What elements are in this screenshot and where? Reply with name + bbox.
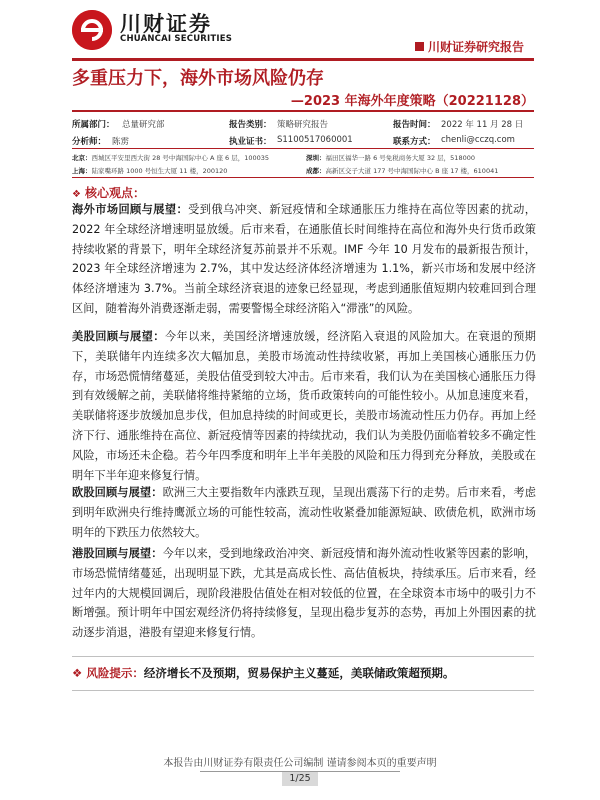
page-number: 1/25 [282, 772, 318, 786]
dept-value: 总量研究部 [122, 120, 165, 130]
report-subtitle: —2023 年海外年度策略（20221128） [290, 94, 534, 109]
cert-value: S1100517060001 [277, 135, 353, 145]
address-chengdu: 成都：高新区交子大道 177 号中海国际中心 B 座 17 楼，610041 [306, 167, 499, 175]
contact-label: 联系方式： [393, 137, 436, 147]
dept-label: 所属部门： [72, 120, 115, 130]
company-name-cn: 川财证券 [120, 12, 212, 36]
company-name-en: CHUANCAI SECURITIES [120, 34, 233, 44]
risk-divider-top [72, 656, 534, 657]
report-series-label: 川财证券研究报告 [415, 38, 524, 55]
section-heading: ❖ 核心观点： [72, 186, 145, 200]
address-divider [72, 177, 534, 178]
address-shenzhen: 深圳：福田区福华一路 6 号免税商务大厦 32 层，518000 [306, 154, 475, 162]
paragraph-eu-stocks: 欧股回顾与展望：欧洲三大主要指数年内涨跌互现，呈现出震荡下行的走势。后市来看，考虑到明年欧洲央行维持鹰派立场的可能性较高，流动性收紧叠加能源短缺、欧债危机，欧洲市场明年的下跌压力依然较大。 [72, 486, 536, 539]
date-label: 报告时间： [393, 120, 436, 130]
address-shanghai: 上海：陆家嘴环路 1000 号恒生大厦 11 楼，200120 [72, 167, 228, 175]
cert-label: 执业证书： [229, 137, 272, 147]
square-bullet-icon [415, 42, 424, 51]
header-divider [72, 58, 534, 61]
paragraph-us-stocks: 美股回顾与展望：今年以来，美国经济增速放缓，经济陷入衰退的风险加大。在衰退的预期下，美联储年内连续多次大幅加息，美股市场流动性持续收紧，再加上美国核心通胀压力仍存，市场恐慌情绪蔓延，美股估值受到较大冲击。后市来看，我们认为在美国核心通胀压力得到有效缓解之前，美联储将维持紧缩的立场，货币政策转向的可能性较小。从加息速度来看，美联储将逐步放缓加息步伐，但加息持续的时间或更长，美股市场流动性压力仍存。再加上经济下行、通胀维持在高位、新冠疫情等因素的持续扰动，我们认为美股仍面临着较多不确定性风险，市场还未企稳。若今年四季度和明年上半年美股的风险和压力得到充分释放，美股或在明年下半年迎来修复行情。 [72, 330, 536, 482]
date-value: 2022 年 11 月 28 日 [441, 120, 524, 130]
report-title: 多重压力下，海外市场风险仍存 [72, 68, 324, 89]
title-divider [72, 110, 534, 112]
meta-divider [72, 148, 534, 149]
analyst-label: 分析师： [72, 137, 107, 147]
diamond-bullet-icon: ❖ [72, 666, 83, 680]
category-label: 报告类别： [229, 120, 272, 130]
paragraph-overseas: 海外市场回顾与展望：受到俄乌冲突、新冠疫情和全球通胀压力维持在高位等因素的扰动，2022 年全球经济增速明显放缓。后市来看，在通胀值长时间维持在高位和海外央行货币政策持续收紧的背景下，明年全球经济复苏前景并不乐观。IMF 今年 10 月发布的最新报告预计，2023 年全球经济增速为 2.7%，其中发达经济体经济增速为 1.1%，新兴市场和发展中经济体经济增速为 3.7%。当前全球经济衰退的迹象已经显现，考虑到通胀值短期内较难回到合理区间，随着海外消费逐渐走弱，需要警惕全球经济陷入“滞涨”的风险。 [72, 203, 536, 315]
paragraph-hk-stocks: 港股回顾与展望：今年以来，受到地缘政治冲突、新冠疫情和海外流动性收紧等因素的影响，市场恐慌情绪蔓延，出现明显下跌，尤其是高成长性、高估值板块，持续承压。后市来看，经过年内的大规模回调后，现阶段港股估值处在相对较低的位置，在全球资本市场中的吸引力不断增强。预计明年中国宏观经济仍将持续修复，呈现出稳步复苏的态势，再加上外围因素的扰动逐步消退，港股有望迎来修复行情。 [72, 547, 536, 640]
analyst-value: 陈雳 [112, 137, 130, 147]
company-logo-icon [72, 10, 112, 50]
risk-warning: ❖ 风险提示：经济增长不及预期，贸易保护主义蔓延，美联储政策超预期。 [72, 666, 455, 680]
footer-disclaimer: 本报告由川财证券有限责任公司编制 谨请参阅本页的重要声明 [163, 758, 437, 769]
contact-email[interactable]: chenli@cczq.com [441, 135, 515, 145]
category-value: 策略研究报告 [277, 120, 329, 130]
risk-divider-bottom [72, 690, 534, 691]
address-beijing: 北京：西城区平安里西大街 28 号中海国际中心 A 座 6 层，100035 [72, 154, 270, 162]
diamond-bullet-icon: ❖ [72, 189, 81, 200]
